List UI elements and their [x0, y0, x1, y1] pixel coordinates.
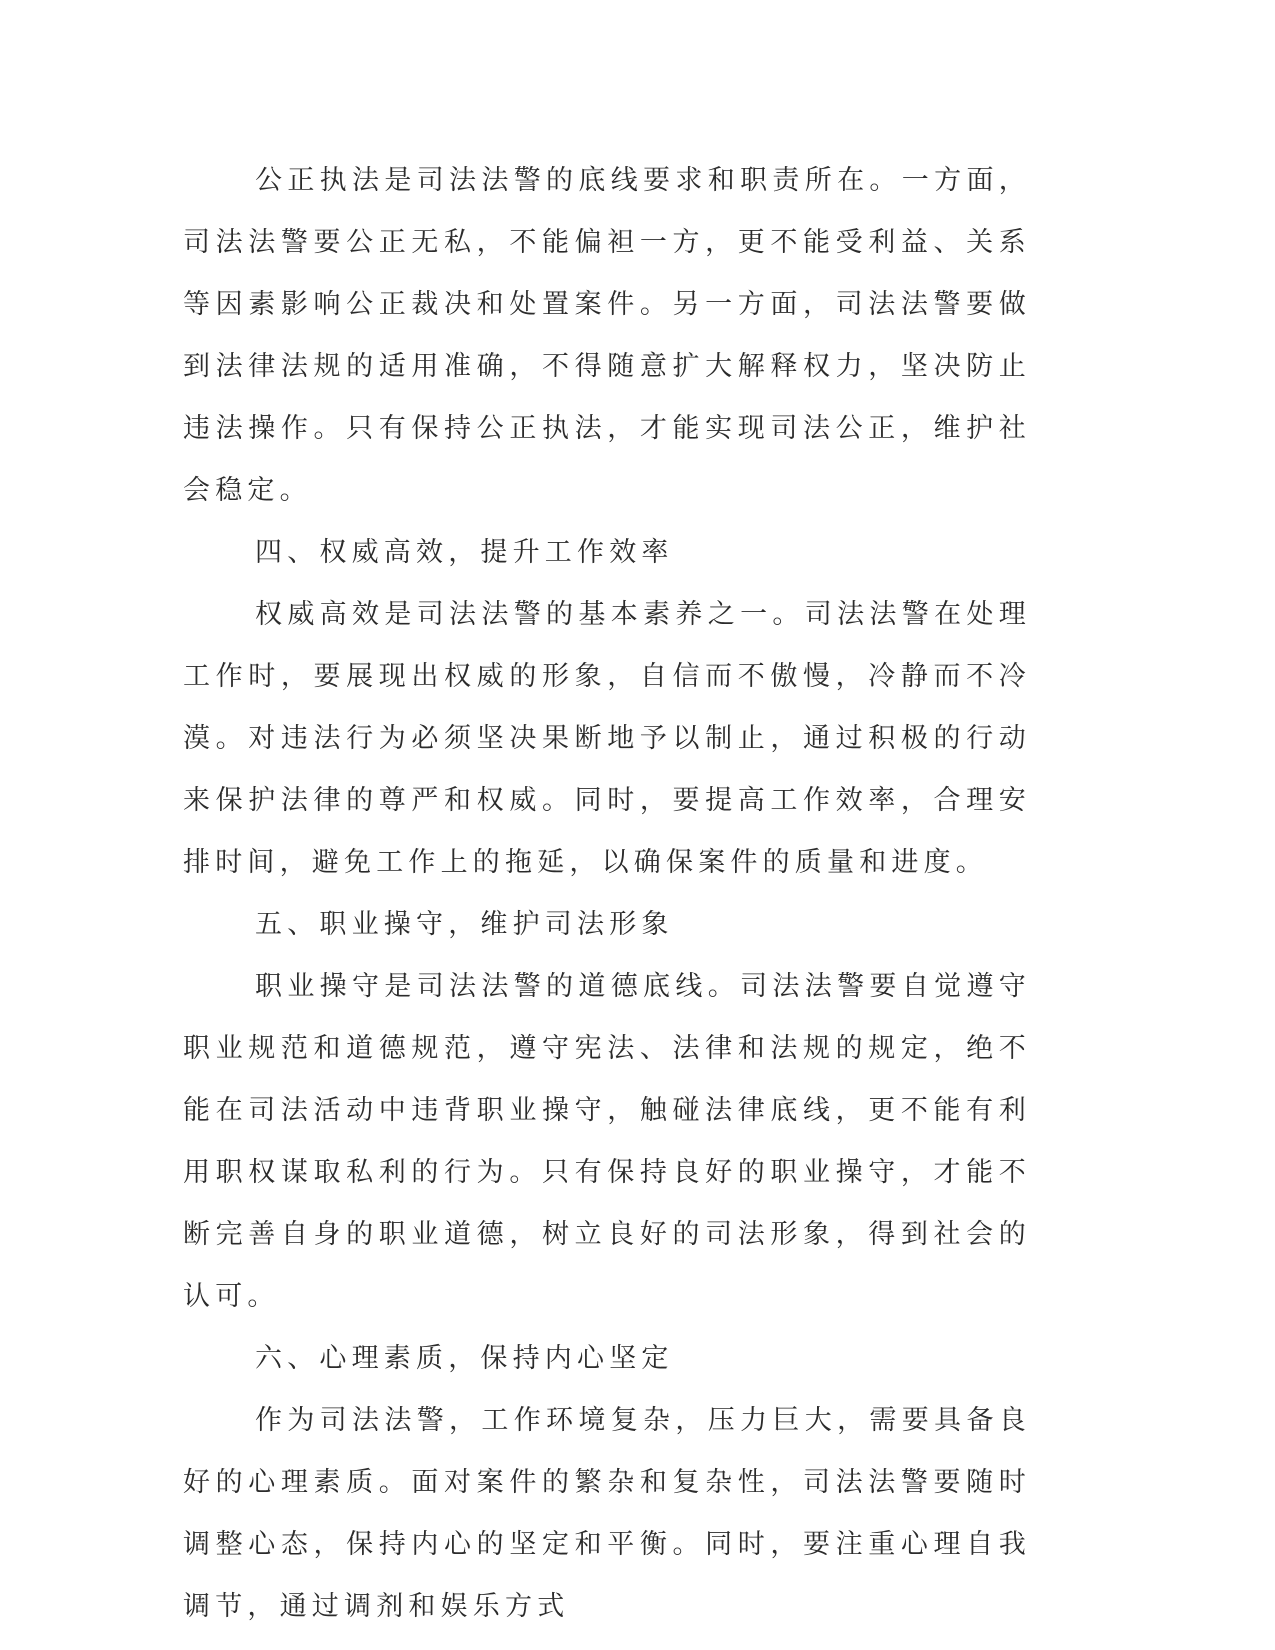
paragraph-authority-efficiency: 权威高效是司法法警的基本素养之一。司法法警在处理工作时，要展现出权威的形象，自信而不傲慢，冷静而不冷漠。对违法行为必须坚决果断地予以制止，通过积极的行动来保护法律的尊严和权威。同时，要提高工作效率，合理安排时间，避免工作上的拖延，以确保案件的质量和进度。	[183, 599, 1031, 878]
document-page	[183, 150, 1031, 1638]
paragraph-psychological-quality: 作为司法法警，工作环境复杂，压力巨大，需要具备良好的心理素质。面对案件的繁杂和复杂性，司法法警要随时调整心态，保持内心的坚定和平衡。同时，要注重心理自我调节，通过调剂和娱乐方式	[183, 1405, 1031, 1622]
heading-authority-efficiency: 四、权威高效，提升工作效率	[255, 537, 674, 568]
heading-professional-ethics: 五、职业操守，维护司法形象	[255, 909, 674, 940]
heading-psychological-quality: 六、心理素质，保持内心坚定	[255, 1343, 674, 1374]
paragraph-professional-ethics: 职业操守是司法法警的道德底线。司法法警要自觉遵守职业规范和道德规范，遵守宪法、法律和法规的规定，绝不能在司法活动中违背职业操守，触碰法律底线，更不能有利用职权谋取私利的行为。只有保持良好的职业操守，才能不断完善自身的职业道德，树立良好的司法形象，得到社会的认可。	[183, 971, 1031, 1312]
paragraph-fair-enforcement: 公正执法是司法法警的底线要求和职责所在。一方面，司法法警要公正无私，不能偏袒一方，更不能受利益、关系等因素影响公正裁决和处置案件。另一方面，司法法警要做到法律法规的适用准确，不得随意扩大解释权力，坚决防止违法操作。只有保持公正执法，才能实现司法公正，维护社会稳定。	[183, 165, 1031, 506]
